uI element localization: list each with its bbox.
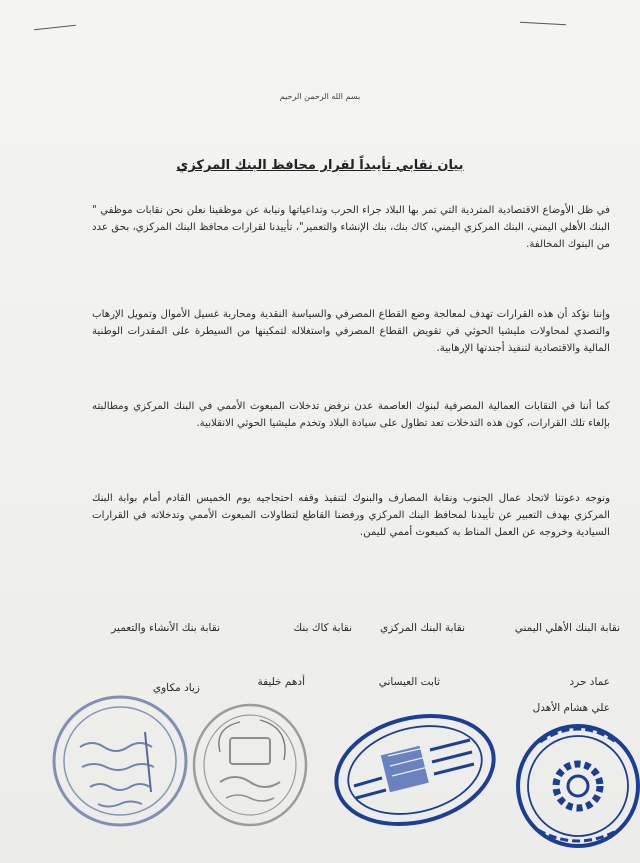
signatory-ahli-1: عماد حرد [569, 676, 610, 688]
union-names-row [60, 622, 620, 642]
top-right-pen-mark [520, 22, 566, 25]
stamp-central-bank [330, 710, 500, 830]
stamp-cac-bank [190, 700, 310, 830]
paragraph-3: كما أننا في النقابات العمالية المصرفية لبنوك العاصمة عدن نرفض تدخلات المبعوث الأممي في البنك المركزي ومطالبته بإلغاء تلك القرارات، كون هذه التدخلات تعد تطاول على سيادة البلاد وتخدم مليشيا الحوثي الانقلابية. [92, 401, 610, 429]
signatory-cac: أدهم خليفة [257, 676, 305, 688]
paragraph-1: في ظل الأوضاع الاقتصادية المتردية التي تمر بها البلاد جراء الحرب وتداعياتها ونيابة عن موظفينا نعلن نحن نقابات موظفي " البنك الأهلي اليمني، البنك المركزي اليمني، كاك بنك، بنك الإنشاء والتعمير"، تأييدنا لقرارات محافظ البنك المركزي، بحق عدد من البنوك المخالفة. [92, 205, 610, 250]
union-construction: نقابة بنك الأنشاء والتعمير [111, 622, 220, 634]
document-title: بيان نقابي تأييداً لقرار محافظ البنك المركزي [176, 158, 464, 173]
union-ahli: نقابة البنك الأهلي اليمني [514, 622, 620, 634]
stamp-ahli-bank [510, 712, 640, 852]
union-central: نقابة البنك المركزي [380, 622, 465, 634]
bismillah: بسم الله الرحمن الرحيم [279, 92, 361, 101]
union-cac: نقابة كاك بنك [293, 622, 352, 634]
paragraph-2: وإننا نؤكد أن هذه القرارات تهدف لمعالجة وضع القطاع المصرفي والسياسة النقدية ومحاربة غسيل الأموال وتمويل الإرهاب والتصدي لمحاولات مليشيا الحوثي في تقويض القطاع المصرفي واستغلاله لتمكينها من السيطرة على المقدرات الوطنية المالية والاقتصادية لتنفيذ أجندتها الإرهابية. [92, 309, 610, 354]
paragraph-4: ونوجه دعوتنا لاتحاد عمال الجنوب ونقابة المصارف والبنوك لتنفيذ وقفه احتجاجيه يوم الخميس القادم أمام بوابة البنك المركزي بهدف التعبير عن تأييدنا لمحافظ البنك المركزي ورفضنا القاطع لتطاولات المبعوث الأممي وتدخلاته في القرارات السيادية وخروجه عن العمل المناط به كمبعوث أممي لليمن. [92, 493, 610, 538]
signatory-ahli-2: علي هشام الأهدل [532, 702, 610, 714]
signatory-central: ثابت العيساني [378, 676, 440, 688]
signatory-construction: زياد مكاوي [152, 682, 200, 694]
top-left-pen-mark [34, 25, 76, 30]
stamp-construction [50, 692, 190, 830]
